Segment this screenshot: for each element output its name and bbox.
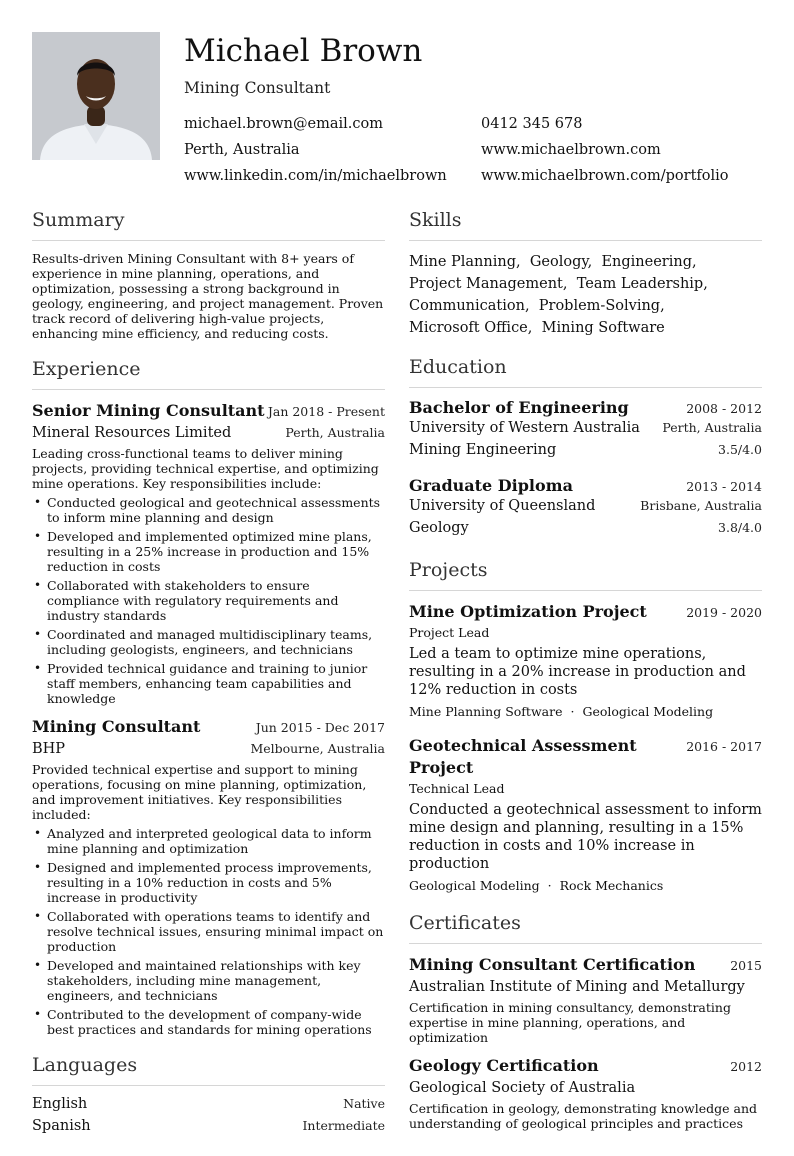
certificate-title: Geology Certification <box>409 1056 599 1075</box>
list-item: • Conducted geological and geotechnical assessments to inform mine planning and design <box>32 495 385 525</box>
project-entry <box>409 735 762 895</box>
skills-section <box>409 208 762 339</box>
section-title: Projects <box>409 558 762 591</box>
education-dates: 2013 - 2014 <box>686 479 762 494</box>
skill-item: Geology <box>529 254 588 270</box>
certificate-description: Certification in geology, demonstrating knowledge and understanding of geological principles and practices <box>409 1101 758 1131</box>
education-header <box>409 476 762 498</box>
job-title: Mining Consultant <box>32 717 201 736</box>
school-name: University of Western Australia <box>409 420 640 436</box>
education-institution-row <box>409 420 762 442</box>
experience-subheader <box>32 422 385 444</box>
skill-item: Project Management <box>409 276 563 292</box>
skill-item: Team Leadership <box>576 276 704 292</box>
field-of-study: Geology <box>409 520 469 536</box>
list-item: • Coordinated and managed multidisciplinary teams, including geologists, engineers, and technicians <box>32 627 385 657</box>
project-entry <box>409 601 762 721</box>
job-dates: Jan 2018 - Present <box>267 404 385 419</box>
list-item: • Designed and implemented process improvements, resulting in a 10% reduction in costs and 5% increase in productivity <box>32 860 385 905</box>
job-description: Provided technical expertise and support to mining operations, focusing on mine planning, optimization, and improvement initiatives. Key responsibilities included: <box>32 762 367 822</box>
certificate-year: 2015 <box>730 958 762 973</box>
linkedin-link[interactable]: www.linkedin.com/in/michaelbrown <box>184 168 447 184</box>
skills-list: Mine Planning, Geology, Engineering, Project Management, Team Leadership, Communication, Problem-Solving, Microsoft Office, Mining Software <box>409 254 708 336</box>
responsibility-list <box>32 826 385 1037</box>
project-tag: Geological Modeling <box>409 878 540 893</box>
job-dates: Jun 2015 - Dec 2017 <box>255 720 385 735</box>
phone-number: 0412 345 678 <box>481 116 583 132</box>
project-dates: 2019 - 2020 <box>686 605 762 620</box>
contact-row <box>184 114 764 140</box>
certificate-year: 2012 <box>730 1059 762 1074</box>
school-location: Perth, Australia <box>662 420 762 435</box>
tag-separator: · <box>570 704 575 719</box>
education-institution-row <box>409 498 762 520</box>
education-section <box>409 355 762 542</box>
certificate-entry <box>409 1055 762 1131</box>
section-title: Education <box>409 355 762 388</box>
experience-entry <box>32 400 385 706</box>
section-title: Experience <box>32 357 385 390</box>
website-link[interactable]: www.michaelbrown.com <box>481 142 661 158</box>
project-tag: Geological Modeling <box>582 704 714 719</box>
list-item: • Developed and implemented optimized mine plans, resulting in a 25% increase in production and 15% reduction in costs <box>32 529 385 574</box>
education-header <box>409 398 762 420</box>
education-field-row <box>409 520 762 542</box>
education-field-row <box>409 442 762 464</box>
company-name: Mineral Resources Limited <box>32 425 232 441</box>
school-location: Brisbane, Australia <box>640 498 762 513</box>
list-item: • Provided technical guidance and training to junior staff members, enhancing team capabilities and knowledge <box>32 661 385 706</box>
job-location: Perth, Australia <box>285 425 385 440</box>
certificate-title: Mining Consultant Certification <box>409 955 696 974</box>
project-header <box>409 601 762 623</box>
email-link[interactable]: michael.brown@email.com <box>184 116 383 132</box>
contact-row <box>184 166 764 192</box>
projects-section <box>409 558 762 895</box>
contact-info <box>184 114 764 192</box>
right-column <box>409 208 762 1147</box>
candidate-title: Mining Consultant <box>184 79 331 97</box>
degree-name: Bachelor of Engineering <box>409 398 629 417</box>
gpa: 3.5/4.0 <box>718 442 762 457</box>
project-dates: 2016 - 2017 <box>686 739 762 754</box>
field-of-study: Mining Engineering <box>409 442 557 458</box>
portfolio-link[interactable]: www.michaelbrown.com/portfolio <box>481 168 729 184</box>
tag-separator: · <box>547 878 552 893</box>
candidate-name: Michael Brown <box>184 33 423 69</box>
project-title: Geotechnical Assessment Project <box>409 736 637 777</box>
project-tag: Mine Planning Software <box>409 704 563 719</box>
project-description: Conducted a geotechnical assessment to inform mine design and planning, resulting in a 15% reduction in costs and 10% increase in production <box>409 802 762 872</box>
summary-text: Results-driven Mining Consultant with 8+ years of experience in mine planning, operations, and optimization, possessing a strong background in geology, engineering, and project management. Proven track record of delivering high-value projects, enhancing mine efficiency, and reducing costs. <box>32 251 384 341</box>
project-description: Led a team to optimize mine operations, resulting in a 20% increase in production and 12% reduction in costs <box>409 646 746 698</box>
list-item: • Developed and maintained relationships with key stakeholders, including mine management, engineers, and technicians <box>32 958 385 1003</box>
location-text: Perth, Australia <box>184 142 300 158</box>
certificate-header <box>409 1055 762 1077</box>
section-title: Summary <box>32 208 385 241</box>
project-role: Technical Lead <box>409 781 505 796</box>
certificate-issuer: Australian Institute of Mining and Metallurgy <box>409 979 745 995</box>
list-item: • Contributed to the development of company-wide best practices and standards for mining operations <box>32 1007 385 1037</box>
experience-subheader <box>32 738 385 760</box>
project-title: Mine Optimization Project <box>409 602 647 621</box>
experience-header <box>32 716 385 738</box>
section-title: Skills <box>409 208 762 241</box>
project-role: Project Lead <box>409 625 490 640</box>
resume-header <box>32 32 762 192</box>
left-column <box>32 208 385 1156</box>
skill-item: Mine Planning <box>409 254 516 270</box>
language-level: Intermediate <box>302 1118 385 1133</box>
skill-item: Mining Software <box>541 320 665 336</box>
list-item: • Collaborated with stakeholders to ensure compliance with regulatory requirements and industry standards <box>32 578 385 623</box>
degree-name: Graduate Diploma <box>409 476 573 495</box>
project-tags <box>409 877 762 895</box>
education-entry <box>409 398 762 464</box>
responsibility-list <box>32 495 385 706</box>
skill-item: Problem-Solving <box>538 298 661 314</box>
language-name: Spanish <box>32 1118 91 1134</box>
company-name: BHP <box>32 741 66 757</box>
project-tags <box>409 703 762 721</box>
languages-section <box>32 1053 385 1140</box>
language-row <box>32 1096 385 1118</box>
list-item: • Analyzed and interpreted geological data to inform mine planning and optimization <box>32 826 385 856</box>
section-title: Certificates <box>409 911 762 944</box>
summary-section <box>32 208 385 341</box>
experience-header <box>32 400 385 422</box>
certificate-description: Certification in mining consultancy, demonstrating expertise in mine planning, operations, and optimization <box>409 1000 731 1045</box>
certificate-header <box>409 954 762 976</box>
certificates-section <box>409 911 762 1131</box>
school-name: University of Queensland <box>409 498 596 514</box>
list-item: • Collaborated with operations teams to identify and resolve technical issues, ensuring minimal impact on production <box>32 909 385 954</box>
project-tag: Rock Mechanics <box>559 878 664 893</box>
experience-section <box>32 357 385 1037</box>
certificate-entry <box>409 954 762 1045</box>
skill-item: Microsoft Office <box>409 320 528 336</box>
project-header <box>409 735 762 779</box>
language-name: English <box>32 1096 88 1112</box>
certificate-issuer: Geological Society of Australia <box>409 1080 636 1096</box>
section-title: Languages <box>32 1053 385 1086</box>
contact-row <box>184 140 764 166</box>
job-description: Leading cross-functional teams to deliver mining projects, providing technical expertise, and optimizing mine operations. Key responsibilities include: <box>32 446 379 491</box>
education-dates: 2008 - 2012 <box>686 401 762 416</box>
education-entry <box>409 476 762 542</box>
gpa: 3.8/4.0 <box>718 520 762 535</box>
profile-photo <box>32 32 160 160</box>
profile-photo-illustration <box>32 32 160 160</box>
skill-item: Engineering <box>601 254 693 270</box>
job-title: Senior Mining Consultant <box>32 401 265 420</box>
language-row <box>32 1118 385 1140</box>
skill-item: Communication <box>409 298 525 314</box>
language-level: Native <box>343 1096 385 1111</box>
job-location: Melbourne, Australia <box>250 741 385 756</box>
experience-entry <box>32 716 385 1037</box>
